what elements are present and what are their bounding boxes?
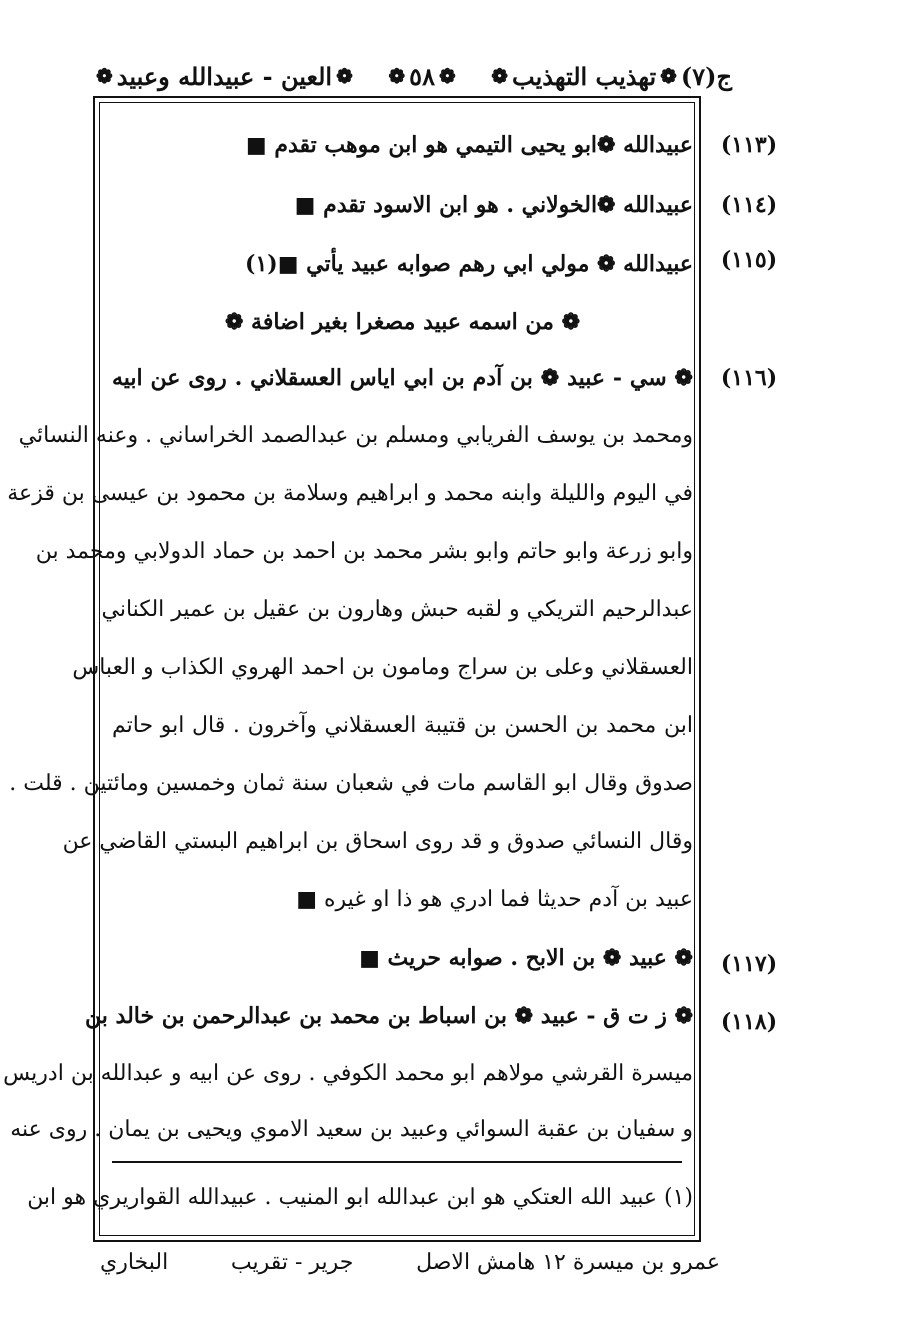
footnote-rule — [112, 1161, 682, 1163]
ornament-icon: ❁ — [388, 64, 406, 88]
ornament-icon: ❁ — [660, 64, 677, 88]
entry-line: ❁ عبيد ❁ بن الابح . صوابه حريث ■ — [359, 945, 693, 971]
page-header — [92, 56, 732, 96]
entry-line: عبيدالله ❁الخولاني . هو ابن الاسود تقدم ■ — [294, 192, 693, 218]
entry-number: (١١٥) — [720, 247, 778, 273]
entry-line: في اليوم والليلة وابنه محمد و ابراهيم وسلامة بن محمود بن عيسى بن قزعة — [7, 481, 693, 506]
entry-number: (١١٦) — [720, 365, 778, 391]
entry-line: ميسرة القرشي مولاهم ابو محمد الكوفي . روى عن ابيه و عبدالله بن ادريس — [3, 1061, 693, 1086]
header-book-title: تهذيب التهذيب — [512, 61, 657, 91]
ornament-icon: ❁ — [336, 64, 353, 88]
entry-line: صدوق وقال ابو القاسم مات في شعبان سنة ثمان وخمسين ومائتين . قلت . — [9, 771, 693, 796]
entry-line: العسقلاني وعلى بن سراج ومامون بن احمد الهروي الكذاب و العباس — [72, 655, 693, 680]
page-number: ٥٨ — [409, 61, 435, 91]
ornament-icon: ❁ — [96, 64, 113, 88]
ornament-icon: ❁ — [491, 64, 509, 88]
section-heading: ❁ من اسمه عبيد مصغرا بغير اضافة ❁ — [224, 309, 581, 335]
entry-line: ❁ سي - عبيد ❁ بن آدم بن ابي اياس العسقلاني . روى عن ابيه — [112, 365, 693, 391]
footnote: (١) عبيد الله العتكي هو ابن عبدالله ابو المنيب . عبيدالله القواريري هو ابن — [27, 1185, 693, 1210]
header-volume-title — [487, 62, 732, 91]
ornament-icon: ❁ — [438, 64, 456, 88]
entry-line: و سفيان بن عقبة السوائي وعبيد بن سعيد الاموي ويحيى بن يمان . روى عنه — [10, 1117, 693, 1142]
entry-line: ومحمد بن يوسف الفريابي ومسلم بن عبدالصمد الخراساني . وعنه النسائي — [18, 423, 693, 448]
entry-line: ❁ ز ت ق - عبيد ❁ بن اسباط بن محمد بن عبدالرحمن بن خالد بن — [85, 1003, 693, 1029]
entry-line: وقال النسائي صدوق و قد روى اسحاق بن ابراهيم البستي القاضي عن — [62, 829, 693, 854]
header-page — [384, 62, 459, 91]
entry-line: عبدالرحيم التريكي و لقبه حبش وهارون بن عقيل بن عمير الكناني — [101, 597, 693, 622]
entry-line: عبيد بن آدم حديثا فما ادري هو ذا او غيره ■ — [296, 887, 693, 912]
entry-line: عبيدالله ❁ابو يحيى التيمي هو ابن موهب تقدم ■ — [245, 132, 693, 158]
entry-number: (١١٨) — [720, 1009, 778, 1035]
footer-note-left: البخاري — [100, 1250, 169, 1275]
entry-number: (١١٧) — [720, 951, 778, 977]
header-volume: ج(٧) — [680, 61, 732, 91]
header-chapter-wrap — [92, 62, 357, 91]
entry-number: (١١٣) — [720, 132, 778, 158]
footer-note-right: عمرو بن ميسرة ١٢ هامش الاصل — [416, 1250, 720, 1275]
footer-note-middle: جرير - تقريب — [230, 1250, 354, 1275]
entry-line: وابو زرعة وابو حاتم وابو بشر محمد بن احمد بن حماد الدولابي ومحمد بن — [35, 539, 693, 564]
header-chapter: العين - عبيدالله وعبيد — [116, 61, 333, 91]
entry-line: عبيدالله ❁ مولي ابي رهم صوابه عبيد يأتي ■(١) — [245, 251, 693, 277]
entry-number: (١١٤) — [720, 192, 778, 218]
entry-line: ابن محمد بن الحسن بن قتيبة العسقلاني وآخرون . قال ابو حاتم — [112, 713, 693, 738]
page-footer — [100, 1250, 720, 1275]
